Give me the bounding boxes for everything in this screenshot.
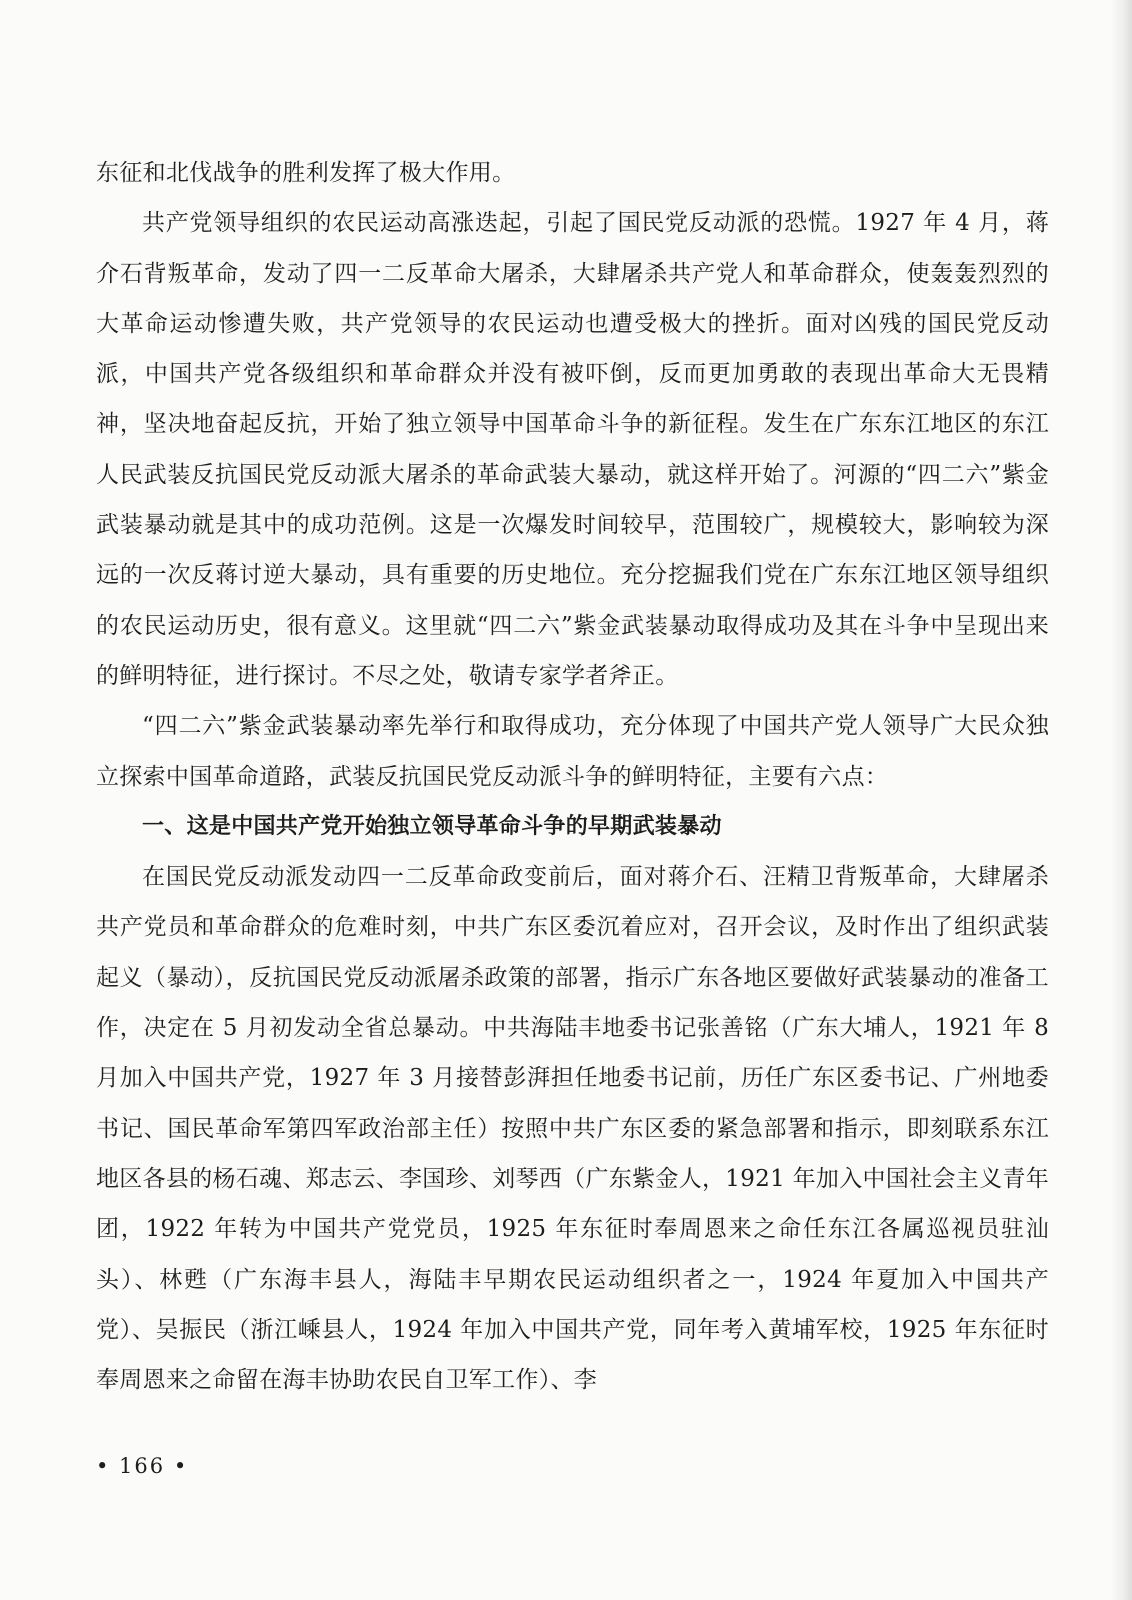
- page-number: • 166 •: [96, 1454, 189, 1478]
- paragraph-continuation: 东征和北伐战争的胜利发挥了极大作用。: [96, 160, 516, 186]
- paragraph: 共产党领导组织的农民运动高涨迭起，引起了国民党反动派的恐慌。1927 年 4 月，蒋介石背叛革命，发动了四一二反革命大屠杀，大肆屠杀共产党人和革命群众，使轰轰烈烈的大革命运动惨遭失败，共产党领导的农民运动也遭受极大的挫折。面对凶残的国民党反动派，中国共产党各级组织和革命群众并没有被吓倒，反而更加勇敢的表现出革命大无畏精神，坚决地奋起反抗，开始了独立领导中国革命斗争的新征程。发生在广东东江地区的东江人民武装反抗国民党反动派大屠杀的革命武装大暴动，就这样开始了。河源的“四二六”紫金武装暴动就是其中的成功范例。这是一次爆发时间较早，范围较广，规模较大，影响较为深远的一次反蒋讨逆大暴动，具有重要的历史地位。充分挖掘我们党在广东东江地区领导组织的农民运动历史，很有意义。这里就“四二六”紫金武装暴动取得成功及其在斗争中呈现出来的鲜明特征，进行探讨。不尽之处，敬请专家学者斧正。: [96, 210, 1049, 689]
- section-heading: 一、这是中国共产党开始独立领导革命斗争的早期武装暴动: [142, 813, 722, 839]
- scan-edge-shadow: [1110, 0, 1132, 1600]
- paragraph: 在国民党反动派发动四一二反革命政变前后，面对蒋介石、汪精卫背叛革命，大肆屠杀共产党员和革命群众的危难时刻，中共广东区委沉着应对，召开会议，及时作出了组织武装起义（暴动），反抗国民党反动派屠杀政策的部署，指示广东各地区要做好武装暴动的准备工作，决定在 5 月初发动全省总暴动。中共海陆丰地委书记张善铭（广东大埔人，1921 年 8 月加入中国共产党，1927 年 3 月接替彭湃担任地委书记前，历任广东区委书记、广州地委书记、国民革命军第四军政治部主任）按照中共广东区委的紧急部署和指示，即刻联系东江地区各县的杨石魂、郑志云、李国珍、刘琴西（广东紫金人，1921 年加入中国社会主义青年团，1922 年转为中国共产党党员，1925 年东征时奉周恩来之命任东江各属巡视员驻汕头）、林甦（广东海丰县人，海陆丰早期农民运动组织者之一，1924 年夏加入中国共产党）、吴振民（浙江嵊县人，1924 年加入中国共产党，同年考入黄埔军校，1925 年东征时奉周恩来之命留在海丰协助农民自卫军工作）、李: [96, 864, 1049, 1394]
- paragraph: “四二六”紫金武装暴动率先举行和取得成功，充分体现了中国共产党人领导广大民众独立探索中国革命道路，武装反抗国民党反动派斗争的鲜明特征，主要有六点：: [96, 713, 1049, 790]
- document-page: [96, 148, 1049, 1405]
